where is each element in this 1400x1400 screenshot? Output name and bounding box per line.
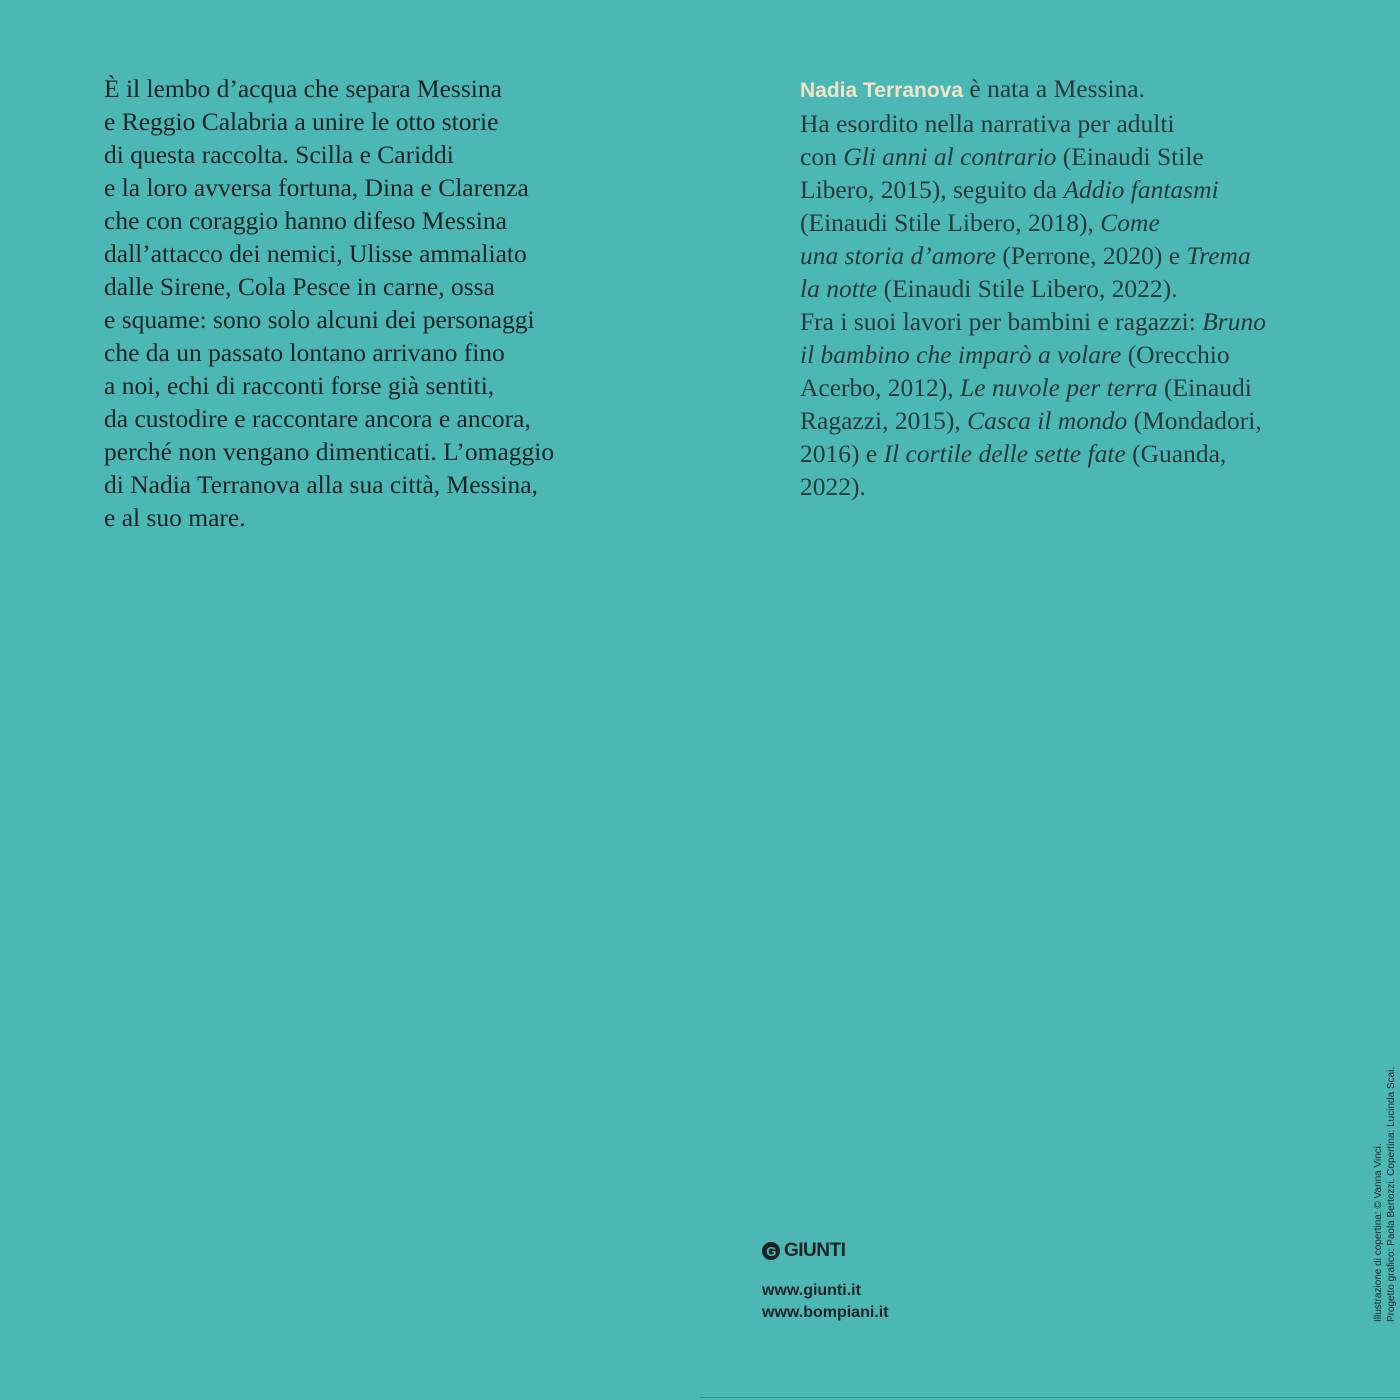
- bio-line: Ha esordito nella narrativa per adulti: [800, 109, 1175, 138]
- bio-line: [800, 338, 1360, 371]
- bio-text: con: [800, 142, 844, 171]
- book-title: Bruno: [1202, 307, 1266, 336]
- bio-line: [800, 404, 1360, 437]
- book-title: una storia d’amore: [800, 241, 996, 270]
- bio-line: [800, 272, 1360, 305]
- bio-line: [800, 239, 1360, 272]
- bio-text: 2016) e: [800, 439, 884, 468]
- blurb-line: che da un passato lontano arrivano fino: [104, 338, 505, 367]
- page-edge-divider: [700, 1397, 1400, 1398]
- book-title: Casca il mondo: [967, 406, 1128, 435]
- bio-text: (Orecchio: [1121, 340, 1230, 369]
- blurb-line: e la loro avversa fortuna, Dina e Clarenza: [104, 173, 529, 202]
- illustration-credit: Illustrazione di copertina: © Vanna Vinci.: [1373, 1143, 1384, 1322]
- bio-text: Acerbo, 2012),: [800, 373, 961, 402]
- bio-line: [800, 437, 1360, 470]
- bio-text: (Einaudi Stile: [1056, 142, 1204, 171]
- bio-text: Ragazzi, 2015),: [800, 406, 968, 435]
- book-title: Come: [1100, 208, 1160, 237]
- book-title: Addio fantasmi: [1063, 175, 1219, 204]
- book-title: Trema: [1186, 241, 1251, 270]
- blurb-line: a noi, echi di racconti forse già sentiti,: [104, 371, 495, 400]
- book-title: il bambino che imparò a volare: [800, 340, 1122, 369]
- blurb-line: di questa raccolta. Scilla e Cariddi: [104, 140, 454, 169]
- bio-line: [800, 305, 1360, 338]
- giunti-website-link[interactable]: www.giunti.it: [762, 1282, 861, 1299]
- bio-text: (Einaudi Stile Libero, 2022).: [877, 274, 1178, 303]
- publisher-links: [762, 1280, 889, 1324]
- book-title: Gli anni al contrario: [843, 142, 1057, 171]
- book-title: la notte: [800, 274, 878, 303]
- blurb-line: perché non vengano dimenticati. L’omaggio: [104, 437, 555, 466]
- blurb-line: dalle Sirene, Cola Pesce in carne, ossa: [104, 272, 495, 301]
- bio-text: Fra i suoi lavori per bambini e ragazzi:: [800, 307, 1203, 336]
- giunti-logo-icon: G: [762, 1242, 780, 1260]
- publisher-name: GIUNTI: [784, 1240, 846, 1261]
- publisher-block: [762, 1240, 889, 1324]
- bio-line: [800, 173, 1360, 206]
- book-title: Le nuvole per terra: [960, 373, 1158, 402]
- cover-credits: [1372, 1067, 1398, 1322]
- design-credit: Progetto grafico: Paola Bertozzi. Copertina: Lucinda Scai.: [1386, 1066, 1397, 1322]
- bio-text: (Perrone, 2020) e: [995, 241, 1187, 270]
- bio-text: Libero, 2015), seguito da: [800, 175, 1064, 204]
- giunti-logo: [762, 1240, 889, 1262]
- back-cover-blurb: [104, 72, 644, 534]
- blurb-line: e Reggio Calabria a unire le otto storie: [104, 107, 499, 136]
- blurb-line: dall’attacco dei nemici, Ulisse ammaliato: [104, 239, 527, 268]
- author-bio: [800, 72, 1360, 503]
- bio-text: (Einaudi: [1157, 373, 1252, 402]
- blurb-line: da custodire e raccontare ancora e ancora,: [104, 404, 531, 433]
- bio-line: [800, 72, 1360, 107]
- blurb-line: che con coraggio hanno difeso Messina: [104, 206, 507, 235]
- bio-line: [800, 371, 1360, 404]
- bio-text: (Guanda,: [1125, 439, 1227, 468]
- blurb-line: È il lembo d’acqua che separa Messina: [104, 74, 502, 103]
- blurb-line: e squame: sono solo alcuni dei personaggi: [104, 305, 535, 334]
- bio-line: [800, 140, 1360, 173]
- book-title: Il cortile delle sette fate: [883, 439, 1126, 468]
- bio-text: è nata a Messina.: [963, 74, 1145, 103]
- bio-line: [800, 206, 1360, 239]
- bio-line: 2022).: [800, 472, 866, 501]
- bio-text: (Einaudi Stile Libero, 2018),: [800, 208, 1101, 237]
- author-name: Nadia Terranova: [800, 79, 964, 102]
- bompiani-website-link[interactable]: www.bompiani.it: [762, 1304, 889, 1321]
- bio-text: (Mondadori,: [1127, 406, 1262, 435]
- blurb-line: e al suo mare.: [104, 503, 246, 532]
- blurb-line: di Nadia Terranova alla sua città, Messina,: [104, 470, 538, 499]
